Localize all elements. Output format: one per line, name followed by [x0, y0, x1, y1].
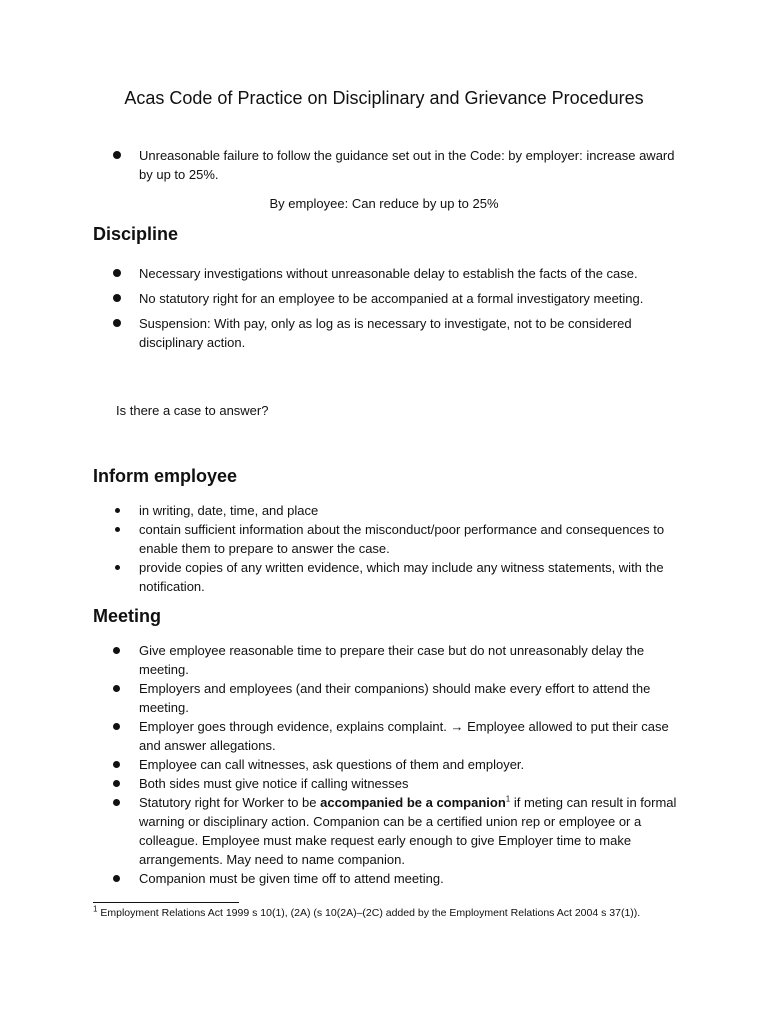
list-item [113, 717, 683, 755]
list-item [113, 501, 683, 520]
bullet-icon [113, 151, 121, 159]
list-item [113, 146, 683, 184]
section-heading-inform-employee: Inform employee [93, 466, 238, 486]
list-item-text: Employers and employees (and their companions) should make every effort to attend the meeting. [139, 681, 651, 715]
section-heading-meeting: Meeting [93, 606, 162, 626]
bullet-icon [113, 685, 120, 692]
list-item [113, 679, 683, 717]
intro-bullet-text: Unreasonable failure to follow the guidance set out in the Code: by employer: increase award by up to 25%. [139, 148, 675, 182]
list-item-text: Employee can call witnesses, ask questions of them and employer. [139, 757, 525, 772]
list-item [113, 774, 683, 793]
bullet-icon [113, 780, 120, 787]
list-item [113, 289, 683, 308]
bullet-icon [115, 565, 120, 570]
list-item [113, 641, 683, 679]
intro-list [113, 146, 683, 184]
companion-text-after: if meting can result in formal warning or disciplinary action. Companion can be a certified union rep or employee or a colleague. Employee must make request early enough to give Employer time to make arrangements. May need to name companion. [139, 795, 677, 867]
list-item-text: No statutory right for an employee to be accompanied at a formal investigatory meeting. [139, 291, 644, 306]
employee-note: By employee: Can reduce by up to 25% [269, 196, 499, 211]
list-item [113, 264, 683, 283]
bullet-icon [113, 723, 120, 730]
list-item-text: provide copies of any written evidence, which may include any witness statements, with the notification. [139, 560, 664, 594]
bullet-icon [115, 527, 120, 532]
list-item-text: Companion must be given time off to attend meeting. [139, 871, 444, 886]
bullet-icon [113, 761, 120, 768]
list-item [113, 793, 683, 869]
list-item [113, 520, 683, 558]
list-item [113, 755, 683, 774]
list-item [113, 314, 683, 352]
footnote-text: Employment Relations Act 1999 s 10(1), (2A) (s 10(2A)–(2C) added by the Employment Relations Act 2004 s 37(1)). [97, 907, 641, 919]
footnote [93, 906, 683, 921]
list-item-text: Employer goes through evidence, explains complaint. → Employee allowed to put their case and answer allegations. [139, 719, 669, 753]
companion-text-before: Statutory right for Worker to be [139, 795, 321, 810]
discipline-list [113, 264, 683, 358]
bullet-icon [113, 875, 120, 882]
footnote-mark: 1 [93, 904, 98, 914]
bullet-icon [113, 799, 120, 806]
companion-bold-text: accompanied be a companion [320, 795, 506, 810]
footnote-reference: 1 [505, 794, 511, 804]
list-item-text: Necessary investigations without unreasonable delay to establish the facts of the case. [139, 266, 638, 281]
case-question: Is there a case to answer? [116, 403, 269, 418]
list-item [113, 558, 683, 596]
list-item [113, 869, 683, 888]
inform-list [113, 501, 683, 596]
bullet-icon [113, 647, 120, 654]
list-item-text: contain sufficient information about the misconduct/poor performance and consequences to enable them to prepare to answer the case. [139, 522, 665, 556]
bullet-icon [115, 508, 120, 513]
list-item-text: Give employee reasonable time to prepare their case but do not unreasonably delay the meeting. [139, 643, 645, 677]
list-item-text: in writing, date, time, and place [139, 503, 319, 518]
page-title: Acas Code of Practice on Disciplinary and Grievance Procedures [124, 88, 644, 108]
bullet-icon [113, 294, 121, 302]
footnote-divider [93, 902, 239, 903]
list-item-text: Suspension: With pay, only as log as is necessary to investigate, not to be considered disciplinary action. [139, 316, 632, 350]
list-item-text: Both sides must give notice if calling witnesses [139, 776, 409, 791]
bullet-icon [113, 319, 121, 327]
bullet-icon [113, 269, 121, 277]
meeting-list [113, 641, 683, 888]
section-heading-discipline: Discipline [93, 224, 179, 244]
